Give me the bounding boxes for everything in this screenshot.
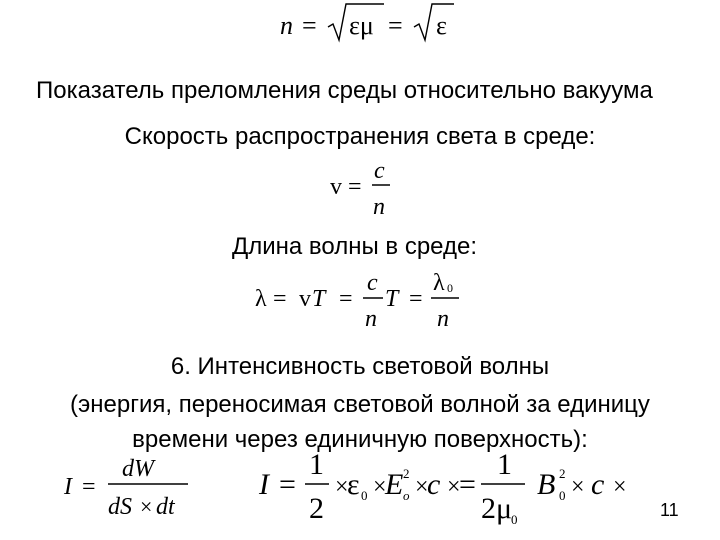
eps: ε <box>436 11 447 40</box>
symbol-dt: dt <box>156 494 175 520</box>
section-title: 6. Интенсивность световой волны <box>170 353 550 380</box>
subscript-o: o <box>403 488 410 503</box>
symbol-dW: dW <box>122 456 154 482</box>
sqrt-sign <box>414 4 454 40</box>
equals-sign: = <box>348 174 362 200</box>
intensity-expression-formula <box>255 448 640 532</box>
symbol-B: B <box>537 468 556 501</box>
equals-sign: = <box>339 286 353 312</box>
symbol-c: c <box>367 270 378 296</box>
equals-sign: = <box>302 11 317 40</box>
equals-sign: = <box>409 286 423 312</box>
section-line-2: (энергия, переносимая световой волной за единицу <box>70 391 650 418</box>
symbol-n: n <box>280 11 293 40</box>
symbol-n: n <box>365 306 377 332</box>
refraction-caption: Показатель преломления среды относительно вакуума <box>36 77 653 104</box>
symbol-T: T <box>312 286 326 312</box>
velocity-caption: Скорость распространения света в среде: <box>124 123 596 150</box>
symbol-v: v <box>299 286 311 312</box>
symbol-c: c <box>591 468 605 501</box>
equals-sign: = <box>388 11 403 40</box>
symbol-dS: dS <box>108 494 132 520</box>
numerator-1: 1 <box>309 448 324 481</box>
times-sign: × <box>373 474 387 500</box>
eps-mu: εμ <box>349 11 374 40</box>
denominator-2: 2 <box>309 492 324 525</box>
times-sign: × <box>613 474 627 500</box>
subscript-0: 0 <box>447 281 453 295</box>
symbol-lambda0: λ <box>433 270 445 296</box>
section-line-3: времени через единичную поверхность): <box>132 426 588 453</box>
subscript-0: 0 <box>361 488 368 503</box>
times-sign: × <box>447 474 461 500</box>
wavelength-formula <box>255 262 475 334</box>
subscript-0: 0 <box>559 488 566 503</box>
times-sign: × <box>571 474 585 500</box>
times-sign: × <box>335 474 349 500</box>
page-number: 11 <box>660 500 679 520</box>
subscript-0: 0 <box>511 512 518 527</box>
symbol-n: n <box>373 194 385 220</box>
symbol-T: T <box>385 286 399 312</box>
symbol-c: c <box>427 468 441 501</box>
symbol-eps: ε <box>347 468 360 501</box>
superscript-2: 2 <box>559 466 566 481</box>
symbol-E: E <box>385 468 404 501</box>
symbol-v: v <box>330 174 342 200</box>
symbol-n: n <box>437 306 449 332</box>
refraction-index-formula <box>270 0 470 48</box>
symbol-I: I <box>259 468 269 501</box>
wavelength-caption: Длина волны в среде: <box>232 233 478 260</box>
superscript-2: 2 <box>403 466 410 481</box>
symbol-lambda: λ <box>255 286 267 312</box>
equals-sign: = <box>82 474 96 500</box>
symbol-I: I <box>64 474 72 500</box>
equals-sign: = <box>279 468 296 501</box>
numerator-1: 1 <box>497 448 512 481</box>
velocity-formula <box>330 152 410 220</box>
times-sign: × <box>415 474 429 500</box>
intensity-definition-formula <box>60 452 190 530</box>
times-sign: × <box>140 494 153 519</box>
denominator-2mu: 2μ <box>481 492 513 525</box>
equals-sign: = <box>273 286 287 312</box>
symbol-c: c <box>374 158 385 184</box>
equals-sign: = <box>459 468 476 501</box>
